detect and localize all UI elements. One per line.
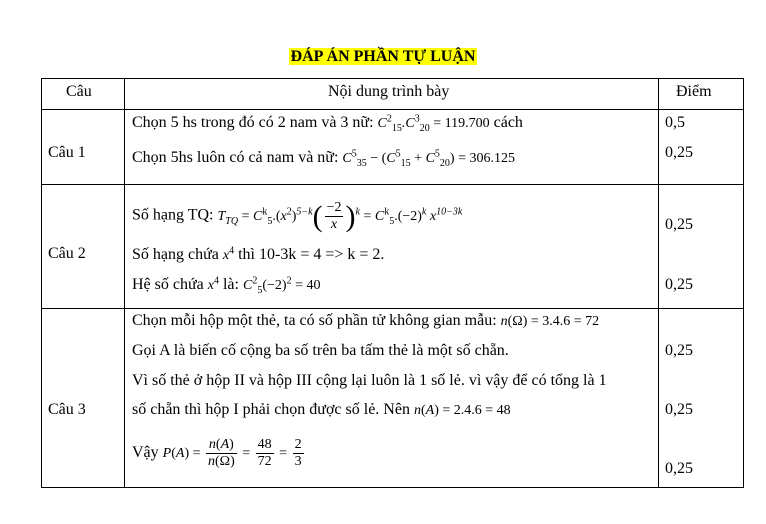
q2-x4-term-2: $x^4$ <box>207 275 219 293</box>
header-cau: Câu <box>66 83 92 100</box>
q3-line2: Gọi A là biến cố cộng ba số trên ba tấm thẻ là một số chẵn. <box>132 342 509 359</box>
table-border-bottom <box>41 487 744 488</box>
q2-score-1: 0,25 <box>665 216 693 233</box>
q1-label: Câu 1 <box>48 144 86 161</box>
row-divider-1 <box>41 184 744 185</box>
table-header-divider <box>41 109 744 110</box>
q2-line2: Số hạng chứa $x^4$ thì 10-3k = 4 => k = 2. <box>132 245 385 263</box>
q2-equation-2: $C^2_5(-2)^2 = 40$ <box>242 275 321 296</box>
q3-line4: số chẵn thì hộp I phải chọn được số lẻ. Nên n(A) = 2.4.6 = 48 <box>132 401 511 418</box>
col-divider-1 <box>124 78 125 488</box>
q1-line1: Chọn 5 hs trong đó có 2 nam và 3 nữ: $C^2_{15}.C^3_{20} = 119.700$ cách <box>132 113 523 134</box>
q3-score-1: 0,25 <box>665 342 693 359</box>
q3-label: Câu 3 <box>48 401 86 418</box>
header-noi-dung: Nội dung trình bày <box>328 83 450 100</box>
q1-equation-1: $C^2_{15}.C^3_{20} = 119.700$ <box>377 113 490 134</box>
q3-line3: Vì số thẻ ở hộp II và hộp III cộng lại luôn là 1 số lẻ. vì vậy để có tổng là 1 <box>132 372 607 389</box>
q2-equation-1: $T_{TQ} = C^k_5.(x^2)^{5-k}$( $\frac{-2}{x}$ )$^k = C^k_5.(-2)^k$ $x^{10-3k}$ <box>217 199 463 233</box>
q3-score-3: 0,25 <box>665 460 693 477</box>
q1-score-1: 0,5 <box>665 114 685 131</box>
q1-equation-2: $C^5_{35} - (C^5_{15} + C^5_{20}) = 306.125$ <box>342 148 515 169</box>
q3-score-2: 0,25 <box>665 401 693 418</box>
q2-line3: Hệ số chứa $x^4$ là: $C^2_5(-2)^2 = 40$ <box>132 275 321 296</box>
q3-equation-1: n(Ω) = 3.4.6 = 72 <box>500 314 600 329</box>
q3-equation-2: n(A) = 2.4.6 = 48 <box>413 403 511 418</box>
q2-x4-term: $x^4$ <box>222 245 235 263</box>
q3-line5: Vậy P(A) = $\frac{n(A)}{n(\Omega)}$ = $\frac{48}{72}$ = $\frac{2}{3}$ <box>132 433 306 474</box>
page-title: ĐÁP ÁN PHẦN TỰ LUẬN <box>290 48 476 65</box>
q1-score-2: 0,25 <box>665 144 693 161</box>
q2-line1: Số hạng TQ: $T_{TQ} = C^k_5.(x^2)^{5-k}$( $\frac{-2}{x}$ )$^k = C^k_5.(-2)^k$ $x^{10-3k}$ <box>132 199 463 233</box>
header-diem: Điểm <box>676 83 712 100</box>
col-divider-2 <box>658 78 659 488</box>
table-border-right <box>743 78 744 488</box>
table-border-top <box>41 78 744 79</box>
q2-score-2: 0,25 <box>665 276 693 293</box>
q3-line1: Chọn mỗi hộp một thẻ, ta có số phần tử không gian mẫu: n(Ω) = 3.4.6 = 72 <box>132 312 600 329</box>
q1-line2: Chọn 5hs luôn có cả nam và nữ: $C^5_{35} - (C^5_{15} + C^5_{20}) = 306.125$ <box>132 148 515 169</box>
table-border-left <box>41 78 42 488</box>
row-divider-2 <box>41 308 744 309</box>
q3-equation-3: P(A) = $\frac{n(A)}{n(\Omega)}$ = $\frac{48}{72}$ = $\frac{2}{3}$ <box>162 437 302 470</box>
q2-label: Câu 2 <box>48 245 86 262</box>
